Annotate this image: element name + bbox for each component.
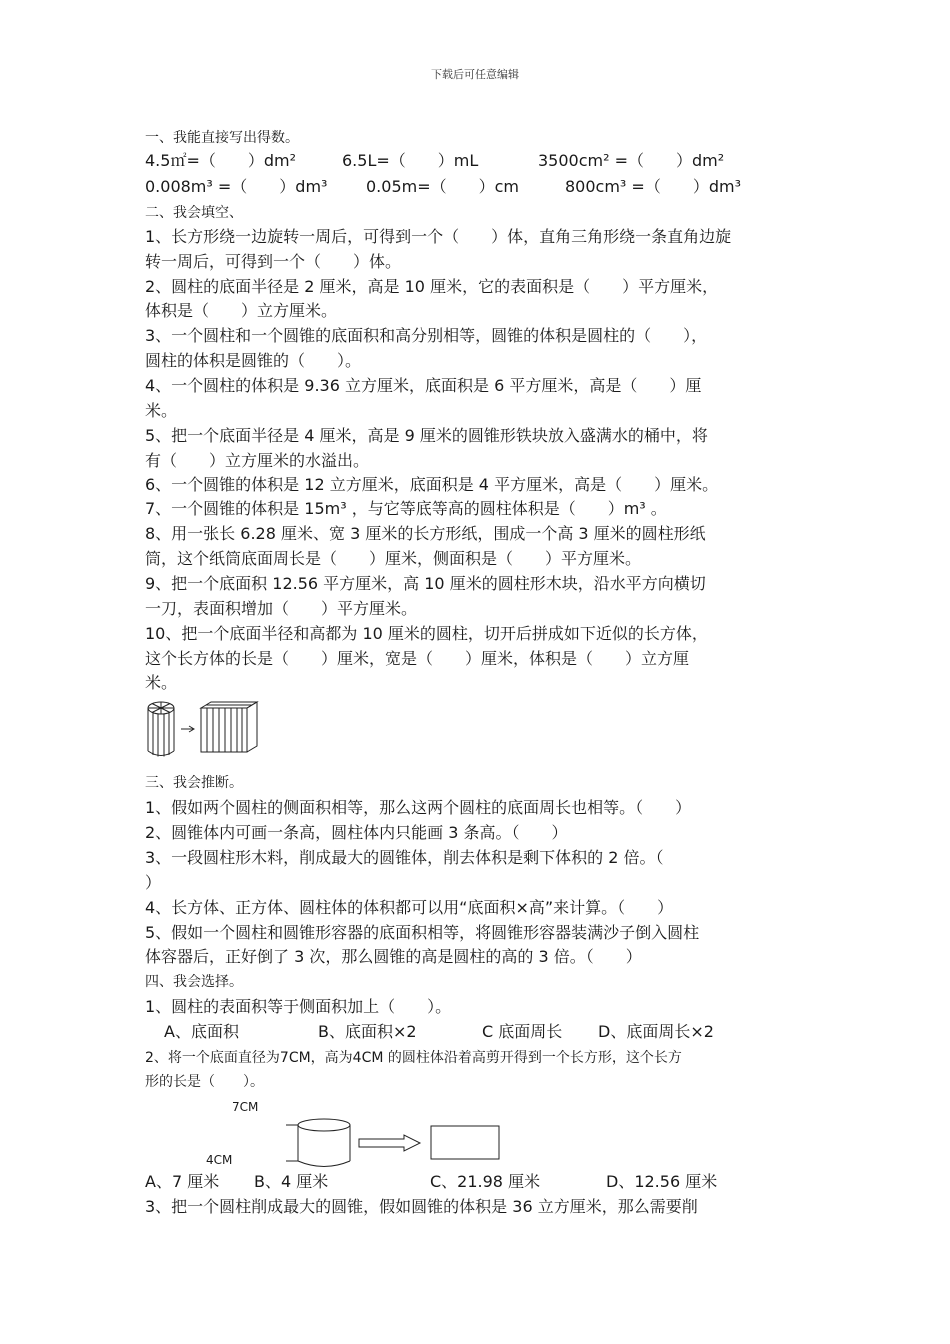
choice-question-2-cont: 形的长是（ ）。	[145, 1074, 264, 1090]
page-header: 下载后可任意编辑	[431, 68, 519, 81]
option-d: D、底面周长×2	[598, 1022, 714, 1041]
option-b: B、底面积×2	[318, 1022, 417, 1041]
fill-line: 4、一个圆柱的体积是 9.36 立方厘米，底面积是 6 平方厘米，高是（ ）厘	[145, 376, 702, 395]
judge-line: 4、长方体、正方体、圆柱体的体积都可以用“底面积×高”来计算。（ ）	[145, 898, 674, 917]
option-d: D、12.56 厘米	[606, 1172, 718, 1191]
choice-question-2: 2、将一个底面直径为7CM，高为4CM 的圆柱体沿着高剪开得到一个长方形，这个长方	[145, 1050, 682, 1066]
section1-title: 一、我能直接写出得数。	[145, 130, 299, 146]
fill-line: 筒，这个纸筒底面周长是（ ）厘米，侧面积是（ ）平方厘米。	[145, 549, 642, 568]
conversion-5: 0.05m=（ ）cm	[366, 177, 520, 196]
judge-line: ）	[145, 873, 162, 892]
fill-line: 5、把一个底面半径是 4 厘米，高是 9 厘米的圆锥形铁块放入盛满水的桶中，将	[145, 426, 708, 445]
conversion-1: 4.5㎡=（ ）dm²	[145, 151, 297, 170]
fill-line: 3、一个圆柱和一个圆锥的底面积和高分别相等，圆锥的体积是圆柱的（ ），	[145, 326, 708, 345]
fill-line: 2、圆柱的底面半径是 2 厘米，高是 10 厘米，它的表面积是（ ）平方厘米，	[145, 277, 719, 296]
cylinder-unroll-figure	[282, 1114, 504, 1170]
option-a: A、7 厘米	[145, 1172, 220, 1191]
option-c: C 底面周长	[482, 1022, 563, 1041]
fill-line: 转一周后，可得到一个（ ）体。	[145, 252, 402, 271]
fill-line: 一刀，表面积增加（ ）平方厘米。	[145, 599, 418, 618]
conversion-6: 800cm³ =（ ）dm³	[565, 177, 741, 196]
judge-line: 2、圆锥体内可画一条高，圆柱体内只能画 3 条高。（ ）	[145, 823, 568, 842]
conversion-2: 6.5L=（ ）mL	[342, 151, 479, 170]
fill-line: 米。	[145, 401, 178, 420]
judge-line: 3、一段圆柱形木料，削成最大的圆锥体，削去体积是剩下体积的 2 倍。（	[145, 848, 664, 867]
section3-title: 三、我会推断。	[145, 775, 243, 791]
height-label: 4CM	[206, 1153, 233, 1167]
choice-question-3: 3、把一个圆柱削成最大的圆锥，假如圆锥的体积是 36 立方厘米，那么需要削	[145, 1197, 698, 1216]
fill-line: 体积是（ ）立方厘米。	[145, 301, 338, 320]
cylinder-to-cuboid-figure	[145, 698, 270, 760]
fill-line: 6、一个圆锥的体积是 12 立方厘米，底面积是 4 平方厘米，高是（ ）厘米。	[145, 475, 719, 494]
conversion-4: 0.008m³ =（ ）dm³	[145, 177, 328, 196]
fill-line: 10、把一个底面半径和高都为 10 厘米的圆柱，切开后拼成如下近似的长方体，	[145, 624, 708, 643]
fill-line: 7、一个圆锥的体积是 15m³ ，与它等底等高的圆柱体积是（ ）m³ 。	[145, 499, 667, 518]
fill-line: 有（ ）立方厘米的水溢出。	[145, 451, 370, 470]
conversion-3: 3500cm² =（ ）dm²	[538, 151, 725, 170]
fill-line: 8、用一张长 6.28 厘米、宽 3 厘米的长方形纸，围成一个高 3 厘米的圆柱形纸	[145, 524, 706, 543]
option-b: B、4 厘米	[254, 1172, 329, 1191]
fill-line: 米。	[145, 673, 178, 692]
choice-question-1: 1、圆柱的表面积等于侧面积加上（ ）。	[145, 997, 452, 1016]
fill-line: 1、长方形绕一边旋转一周后，可得到一个（ ）体，直角三角形绕一条直角边旋	[145, 227, 732, 246]
judge-line: 5、假如一个圆柱和圆锥形容器的底面积相等，将圆锥形容器装满沙子倒入圆柱	[145, 923, 700, 942]
diameter-label: 7CM	[232, 1100, 259, 1114]
judge-line: 1、假如两个圆柱的侧面积相等，那么这两个圆柱的底面周长也相等。（ ）	[145, 798, 692, 817]
fill-line: 9、把一个底面积 12.56 平方厘米，高 10 厘米的圆柱形木块，沿水平方向横切	[145, 574, 706, 593]
fill-line: 圆柱的体积是圆锥的（ ）。	[145, 351, 362, 370]
section4-title: 四、我会选择。	[145, 974, 243, 990]
judge-line: 体容器后，正好倒了 3 次，那么圆锥的高是圆柱的高的 3 倍。（ ）	[145, 947, 642, 966]
option-c: C、21.98 厘米	[430, 1172, 541, 1191]
section2-title: 二、我会填空、	[145, 205, 243, 221]
option-a: A、底面积	[164, 1022, 239, 1041]
fill-line: 这个长方体的长是（ ）厘米，宽是（ ）厘米，体积是（ ）立方厘	[145, 649, 690, 668]
